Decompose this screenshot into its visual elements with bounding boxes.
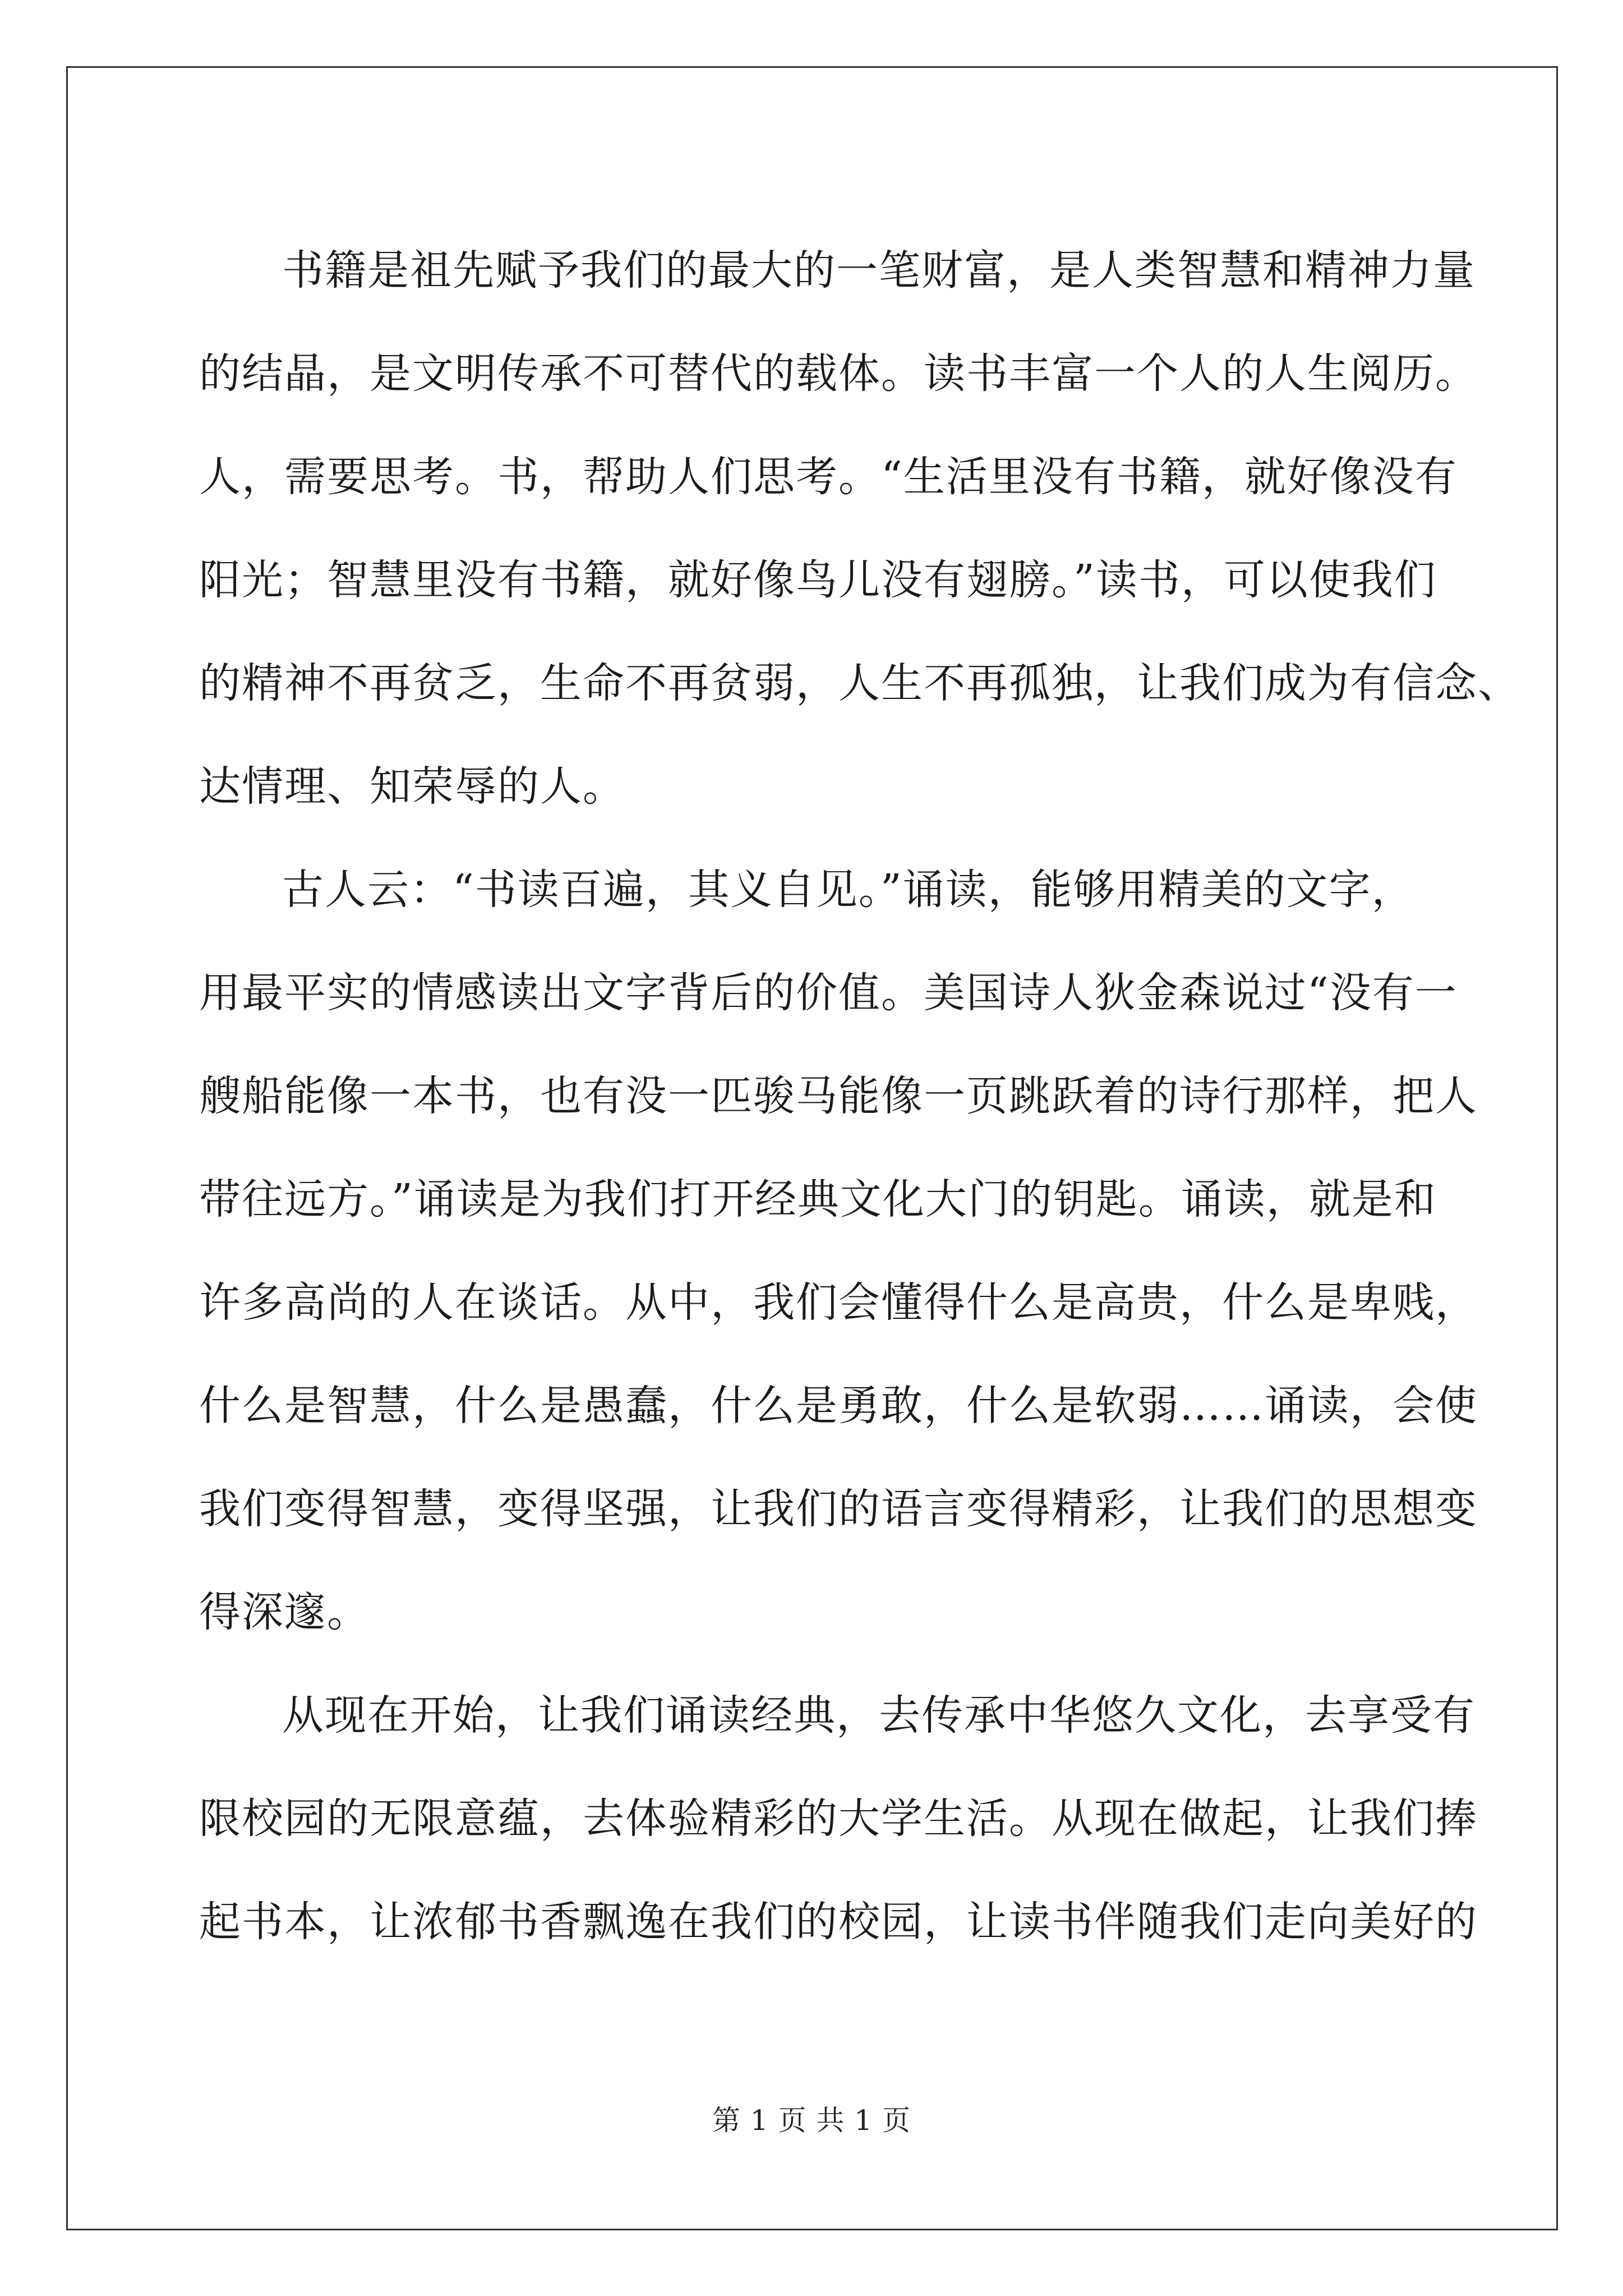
- paragraph-2-line-8: 得深邃。: [199, 1588, 370, 1636]
- paragraph-2-line-1: 古人云：“书读百遍，其义自见。”诵读，能够用精美的文字，: [282, 866, 1414, 914]
- paragraph-1-line-4: 阳光；智慧里没有书籍，就好像鸟儿没有翅膀。”读书，可以使我们: [199, 556, 1437, 604]
- paragraph-2-line-5: 许多高尚的人在谈话。从中，我们会懂得什么是高贵，什么是卑贱，: [199, 1278, 1478, 1327]
- paragraph-1-line-2: 的结晶，是文明传承不可替代的载体。读书丰富一个人的人生阅历。: [199, 349, 1478, 398]
- paragraph-1-line-6: 达情理、知荣辱的人。: [199, 762, 625, 811]
- paragraph-2-line-4: 带往远方。”诵读是为我们打开经典文化大门的钥匙。诵读，就是和: [199, 1175, 1437, 1223]
- paragraph-3-line-1: 从现在开始，让我们诵读经典，去传承中华悠久文化，去享受有: [282, 1691, 1476, 1740]
- paragraph-2-line-6: 什么是智慧，什么是愚蠢，什么是勇敢，什么是软弱……诵读，会使: [199, 1382, 1478, 1430]
- paragraph-1-line-1: 书籍是祖先赋予我们的最大的一笔财富，是人类智慧和精神力量: [282, 246, 1476, 295]
- paragraph-3-line-2: 限校园的无限意蕴，去体验精彩的大学生活。从现在做起，让我们捧: [199, 1795, 1478, 1843]
- paragraph-2-line-2: 用最平实的情感读出文字背后的价值。美国诗人狄金森说过“没有一: [199, 969, 1458, 1017]
- document-body: [199, 219, 1520, 1973]
- page-number-footer: 第 1 页 共 1 页: [712, 2104, 911, 2137]
- paragraph-1-line-3: 人，需要思考。书，帮助人们思考。“生活里没有书籍，就好像没有: [199, 453, 1458, 501]
- paragraph-3-line-3: 起书本，让浓郁书香飘逸在我们的校园，让读书伴随我们走向美好的: [199, 1898, 1478, 1946]
- paragraph-1-line-5: 的精神不再贫乏，生命不再贫弱，人生不再孤独，让我们成为有信念、: [199, 659, 1520, 707]
- paragraph-2-line-7: 我们变得智慧，变得坚强，让我们的语言变得精彩，让我们的思想变: [199, 1485, 1478, 1533]
- paragraph-2-line-3: 艘船能像一本书，也有没一匹骏马能像一页跳跃着的诗行那样，把人: [199, 1072, 1478, 1120]
